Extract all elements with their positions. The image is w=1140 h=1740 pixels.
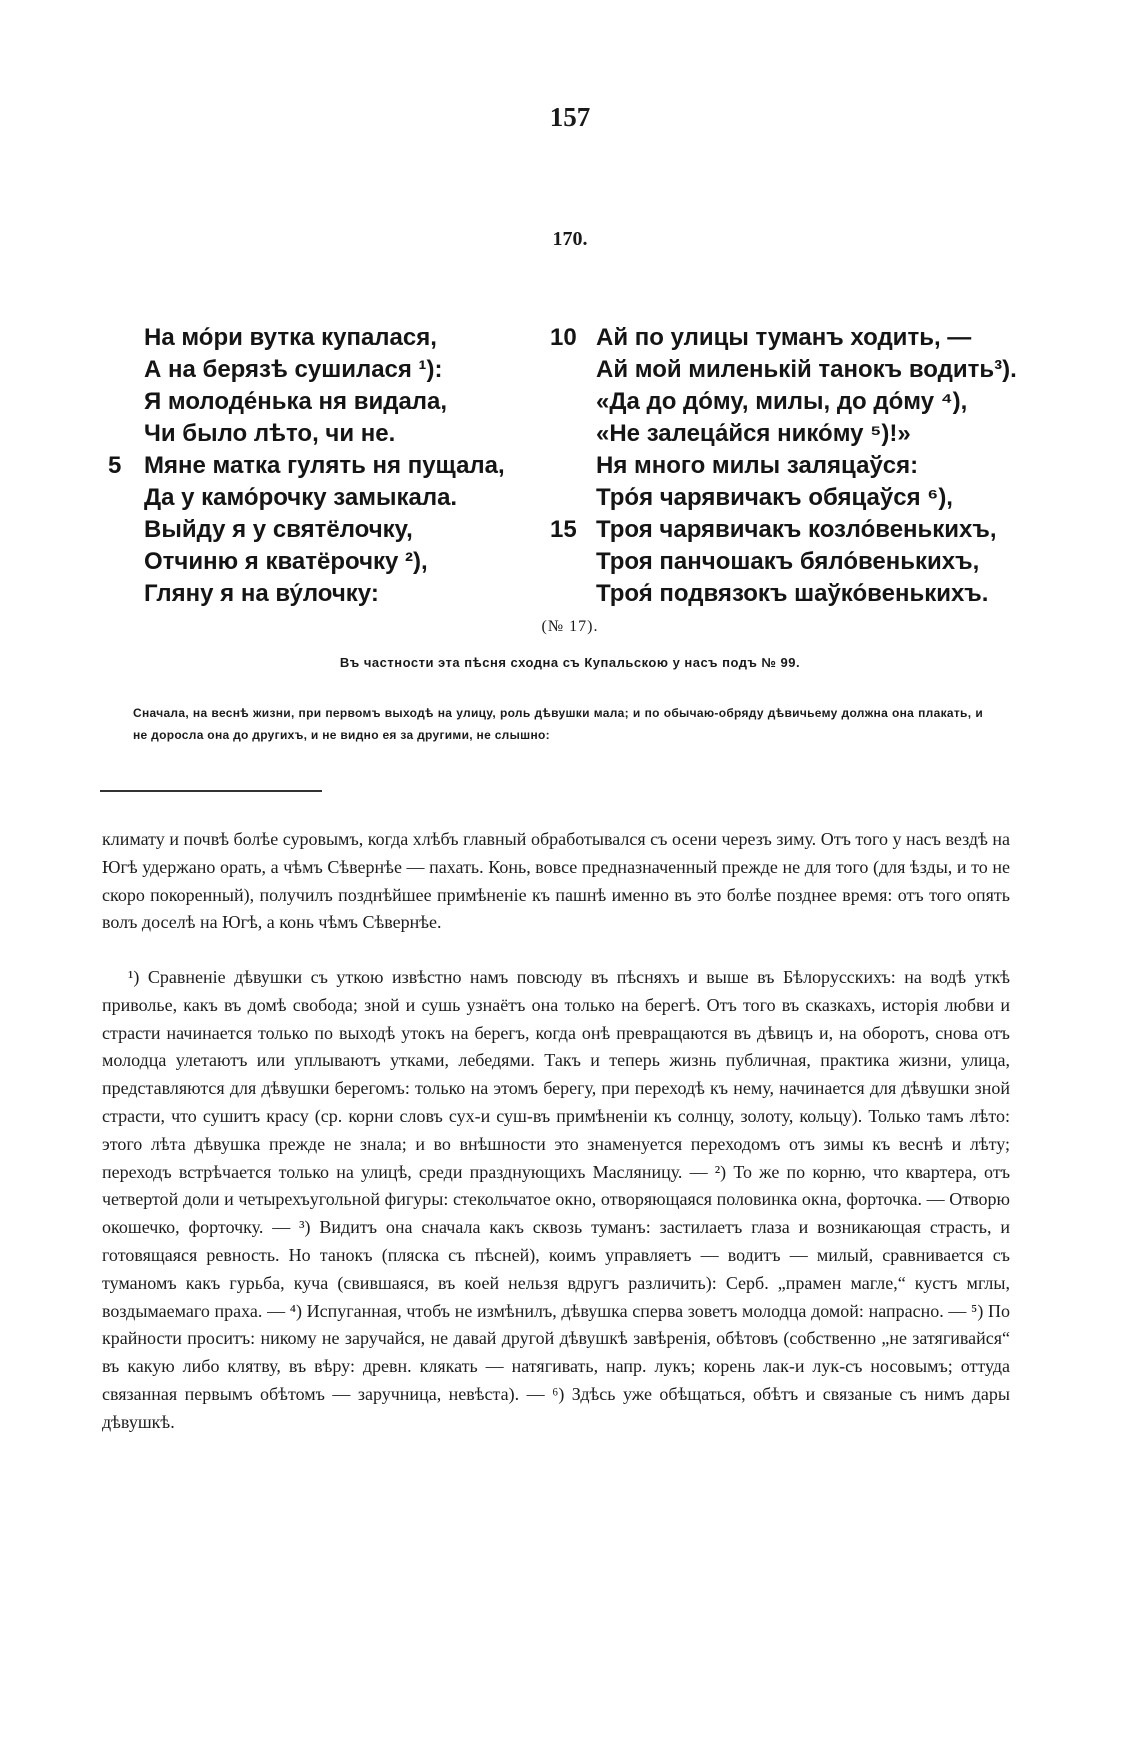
verse-line [550,546,1050,578]
verse-text: Да у камо́рочку замыкала. [144,484,458,511]
comparison-note: Въ частности эта пѣсня сходна съ Купальскою у насъ подъ № 99. [339,655,801,670]
line-number: 10 [550,324,577,351]
verse-text: Троя чарявичакъ козло́венькихъ, [596,516,997,543]
poem-right-column [550,322,1050,610]
verse-text: «Да до до́му, милы, до до́му ⁴), [596,388,968,415]
poem-left-column [108,322,548,610]
song-reference: (№ 17). [541,618,599,635]
verse-text: Ай мой миленькій танокъ водить³). [596,356,1017,383]
footnotes-paragraph: ¹) Сравненіе дѣвушки съ уткою извѣстно намъ повсюду въ пѣсняхъ и выше въ Бѣлорусскихъ: на водѣ уткѣ приволье, какъ въ домѣ свобода; зной и сушь узнаётъ она только на берегѣ. Отъ того въ сказкахъ, исторія любви и страсти начинается только по выходѣ утокъ на берегъ, когда онѣ превращаются въ дѣвицъ и, на оборотъ, снова отъ молодца улетаютъ или уплываютъ утками, лебедями. Такъ и теперь жизнь публичная, практика жизни, улица, представляются для дѣвушки берегомъ: только на этомъ берегу, при переходѣ къ нему, начинается для дѣвушки зной страсти, что сушитъ красу (ср. корни словъ сух-и суш-въ примѣненіи къ солнцу, золоту, кольцу). Только тамъ лѣто: этого лѣта дѣвушка прежде не знала; и во внѣшности это знаменуется переходомъ отъ зимы къ веснѣ и лѣту; переходъ встрѣчается только на улицѣ, среди празднующихъ Масляницу. — ²) То же по корню, что квартера, отъ четвертой доли и четырехъугольной фигуры: стекольчатое окно, отворяющаяся половинка окна, форточка. — Отворю окошечко, форточку. — ³) Видитъ она сначала какъ сквозь туманъ: застилаетъ глаза и возникающая страсть, и готовящаяся ревность. Но танокъ (пляска съ пѣсней), коимъ управляетъ — водитъ — милый, сравнивается съ туманомъ какъ гурьба, куча (свившаяся, въ коей нельзя вдругъ различить): Серб. „прамен магле,“ кустъ мглы, воздымаемаго праха. — ⁴) Испуганная, чтобъ не измѣнилъ, дѣвушка сперва зоветъ молодца домой: напрасно. — ⁵) По крайности проситъ: никому не заручайся, не давай другой дѣвушкѣ завѣренія, обѣтовъ (собственно „не затягивайся“ въ какую либо клятву, въ вѣру: древн. клякать — натягивать, напр. лукъ; корень лак-и лук-съ носовымъ; оттуда связанная первымъ обѣтомъ — заручница, невѣста). — ⁶) Здѣсь уже обѣщаться, обѣтъ и связаные съ нимъ дары дѣвушкѣ. [102,967,1010,1432]
verse-text: Ня много милы заляцаўся: [596,452,919,479]
verse-text: Тро́я чарявичакъ обяцаўся ⁶), [596,484,953,511]
verse-text: На мо́ри вутка купалася, [144,324,437,351]
verse-line [550,322,1050,354]
verse-line [108,386,548,418]
verse-line [108,482,548,514]
verse-line [550,578,1050,610]
verse-line [108,514,548,546]
verse-line [108,418,548,450]
verse-line [550,386,1050,418]
line-number: 15 [550,516,577,543]
page-number: 157 [549,102,591,132]
verse-text: Троя панчошакъ бяло́венькихъ, [596,548,980,575]
verse-line [108,546,548,578]
commentary-note: Сначала, на веснѣ жизни, при первомъ выходѣ на улицу, роль дѣвушки мала; и по обычаю-обряду дѣвичьему должна она плакать, и не доросла она до другихъ, и не видно ея за другими, не слышно: [133,706,983,742]
verse-line [108,354,548,386]
footnote-divider [100,790,322,792]
prose-paragraph: климату и почвѣ болѣе суровымъ, когда хлѣбъ главный обработывался съ осени черезъ зиму. Отъ того у насъ вездѣ на Югѣ удержано орать, а чѣмъ Сѣвернѣе — пахать. Конь, вовсе предназначенный прежде не для того (для ѣзды, и то не скоро покоренный), получилъ позднѣйшее примѣненіе къ пашнѣ именно въ это болѣе позднее время: отъ того опять волъ доселѣ на Югѣ, а конь чѣмъ Сѣвернѣе. [102,829,1010,933]
verse-text: Отчиню я кватёрочку ²), [144,548,428,575]
verse-text: Гляну я на ву́лочку: [144,580,379,607]
verse-line [550,482,1050,514]
verse-text: Я молоде́нька ня видала, [144,388,448,415]
verse-text: Ай по улицы туманъ ходить, — [596,324,972,351]
verse-line [108,450,548,482]
verse-line [550,514,1050,546]
line-number: 5 [108,452,122,479]
footnotes [102,964,1010,1437]
verse-text: Выйду я у святёлочку, [144,516,413,543]
verse-line [550,418,1050,450]
verse-line [550,354,1050,386]
verse-text: Мяне матка гулять ня пущала, [144,452,505,479]
prose-continuation [102,826,1010,937]
verse-text: Чи было лѣто, чи не. [144,420,396,447]
verse-line [108,322,548,354]
verse-line [550,450,1050,482]
verse-text: А на берязѣ сушилася ¹): [144,356,443,383]
verse-line [108,578,548,610]
song-number: 170. [552,228,588,250]
verse-text: «Не залеца́йся нико́му ⁵)!» [596,420,911,447]
verse-text: Троя́ подвязокъ шаўко́венькихъ. [596,580,989,607]
